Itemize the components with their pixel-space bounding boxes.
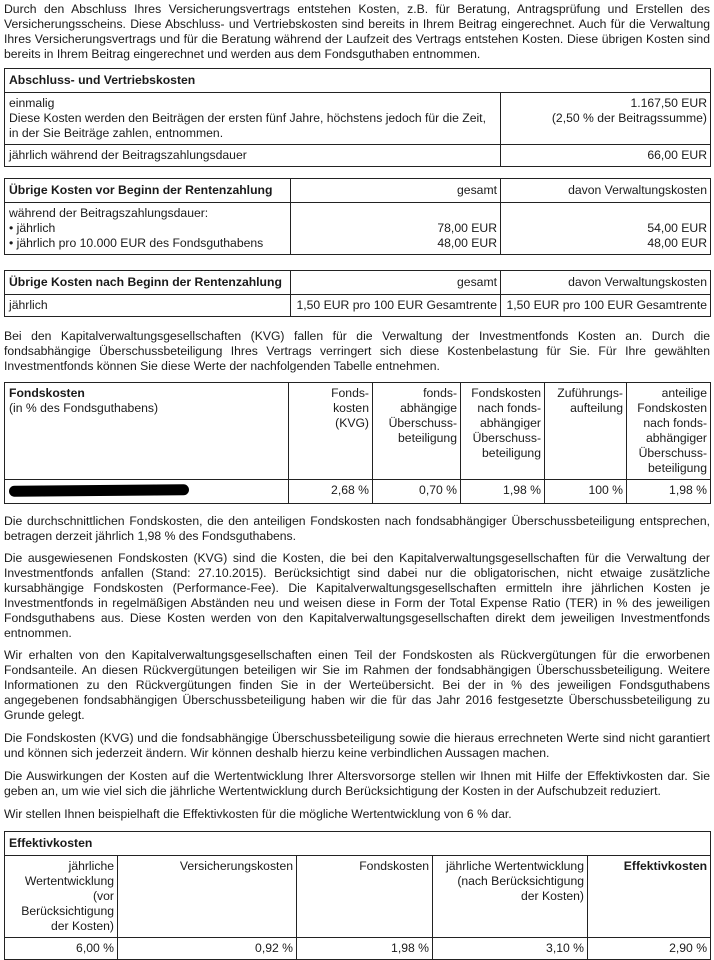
redacted-fund-name xyxy=(9,484,189,497)
garantie-hinweis-paragraph: Die Fondskosten (KVG) und die fondsabhängige Überschussbeteiligung sowie die hieraus errechneten Werte sind nicht garantiert und können sich jederzeit ändern. Wir können deshalb hierzu keine verbindlichen Aussagen machen. xyxy=(4,731,710,760)
column-header-gesamt: gesamt xyxy=(291,179,501,203)
column-header-fondskosten: Fondskosten xyxy=(297,856,433,938)
row-label: einmalig xyxy=(9,96,55,110)
column-header-effektivkosten: Effektivkosten xyxy=(588,856,711,938)
column-header-zufuehrungsaufteilung: Zuführungs- aufteilung xyxy=(545,383,627,480)
table-subtitle: (in % des Fondsguthabens) xyxy=(9,401,159,415)
column-header-versicherungskosten: Versicherungskosten xyxy=(118,856,297,938)
cell-fondskosten: 1,98 % xyxy=(297,938,433,960)
intro-paragraph: Durch den Abschluss Ihres Versicherungsvertrags entstehen Kosten, z.B. für Beratung, Antragsprüfung und Erstellen des Versicherungsscheins. Diese Abschluss- und Vertriebskosten sind bereits in Ihrem Beitrag eingerechnet. Auch für die Verwaltung Ihres Versicherungsvertrags und für die Beratung während der Laufzeit des Vertrags entstehen Kosten. Diese übrigen Kosten sind bereits in Ihrem Beitrag eingerechnet und werden aus dem Fondsguthaben entnommen. xyxy=(4,2,710,61)
row-value-verwaltung: 48,00 EUR xyxy=(647,236,707,250)
row-value-gesamt: 1,50 EUR pro 100 EUR Gesamtrente xyxy=(291,295,501,317)
kvg-paragraph: Bei den Kapitalverwaltungsgesellschaften (KVG) fallen für die Verwaltung der Investmentfonds Kosten an. Durch die fondsabhängige Überschussbeteiligung Ihres Vertrags verringert sich diese Kostenbelastung für Sie. Für Ihre gewählten Investmentfonds können Sie diese Werte der nachfolgenden Tabelle entnehmen. xyxy=(4,329,710,373)
row-value-note: (2,50 % der Beitragssumme) xyxy=(551,111,707,125)
column-header-ueberschussbeteiligung: fonds- abhängige Überschuss- beteiligung xyxy=(373,383,461,480)
column-header-anteilige-fondskosten: anteilige Fondskosten nach fonds- abhängiger Überschuss- beteiligung xyxy=(627,383,711,480)
row-description: Diese Kosten werden den Beiträgen der ersten fünf Jahre, höchstens jedoch für die Zeit, in der Sie Beiträge zahlen, entnommen. xyxy=(9,111,486,140)
column-header-fondskosten-nach: Fondskosten nach fonds- abhängiger Überschuss- beteiligung xyxy=(461,383,545,480)
fondskosten-table xyxy=(4,382,711,504)
table-row xyxy=(5,480,711,504)
uebrige-kosten-nach-table xyxy=(4,270,711,317)
column-header-verwaltungskosten: davon Verwaltungskosten xyxy=(501,179,711,203)
row-value-verwaltung: 54,00 EUR xyxy=(647,221,707,235)
effektivkosten-intro-paragraph: Die Auswirkungen der Kosten auf die Wertentwicklung Ihrer Altersvorsorge stellen wir Ihnen mit Hilfe der Effektivkosten dar. Sie geben an, um wie viel sich die jährliche Wertentwicklung durch Berücksichtigung der Kosten in der Aufschubzeit reduziert. xyxy=(4,769,710,798)
effektivkosten-table xyxy=(4,831,711,960)
cell-ueberschussbeteiligung: 0,70 % xyxy=(373,480,461,504)
durchschnitt-paragraph: Die durchschnittlichen Fondskosten, die den anteiligen Fondskosten nach fondsabhängiger Überschussbeteiligung entsprechen, betragen derzeit jährlich 1,98 % des Fondsguthabens. xyxy=(4,514,710,543)
column-header-verwaltungskosten: davon Verwaltungskosten xyxy=(501,271,711,295)
row-value-gesamt: 48,00 EUR xyxy=(437,236,497,250)
table-title: Abschluss- und Vertriebskosten xyxy=(5,69,711,93)
table-row xyxy=(5,203,711,255)
kvg-erlaeuterung-paragraph: Die ausgewiesenen Fondskosten (KVG) sind die Kosten, die bei den Kapitalverwaltungsgesellschaften für die Verwaltung der Investmentfonds anfallen (Stand: 27.10.2015). Berücksichtigt sind dabei nur die obligatorischen, nicht etwaige zusätzliche kursabhängige Fondskosten (Performance-Fee). Die Kapitalverwaltungsgesellschaften ermitteln ihre jährlichen Kosten je Investmentfonds in regelmäßigen Abständen neu und weisen diese in Form der Total Expense Ratio (TER) in % des jeweiligen Fondsguthabens aus. Diese Kosten werden von den Kapitalverwaltungsgesellschaften direkt dem jeweiligen Investmentfonds entnommen. xyxy=(4,551,710,640)
cell-fondskosten-nach: 1,98 % xyxy=(461,480,545,504)
table-title: Übrige Kosten vor Beginn der Rentenzahlung xyxy=(5,179,291,203)
table-title: Effektivkosten xyxy=(5,832,711,856)
row-label: • jährlich xyxy=(9,221,56,235)
row-label: • jährlich pro 10.000 EUR des Fondsguthabens xyxy=(9,236,264,250)
column-header-gesamt: gesamt xyxy=(291,271,501,295)
cell-wertentwicklung-nach: 3,10 % xyxy=(433,938,588,960)
table-title: Fondskosten xyxy=(9,386,85,400)
cell-anteilige-fondskosten: 1,98 % xyxy=(627,480,711,504)
table-row xyxy=(5,145,711,167)
table-row xyxy=(5,938,711,960)
uebrige-kosten-vor-table xyxy=(4,178,711,255)
cell-versicherungskosten: 0,92 % xyxy=(118,938,297,960)
row-value-verwaltung: 1,50 EUR pro 100 EUR Gesamtrente xyxy=(501,295,711,317)
cell-fondskosten-kvg: 2,68 % xyxy=(289,480,373,504)
row-value: 1.167,50 EUR xyxy=(630,96,707,110)
rueckverguetung-paragraph: Wir erhalten von den Kapitalverwaltungsgesellschaften einen Teil der Fondskosten als Rückvergütungen für die erworbenen Fondsanteile. An diesen Rückvergütungen beteiligen wir Sie im Rahmen der fondsabhängigen Überschussbeteiligung. Weitere Informationen zu den Rückvergütungen finden Sie in der Werteübersicht. Bei der in % des jeweiligen Fondsguthabens angegebenen fondsabhängigen Überschussbeteiligung haben wir die für das Jahr 2016 festgesetzte Überschussbeteiligung zu Grunde gelegt. xyxy=(4,648,710,722)
table-row xyxy=(5,295,711,317)
row-label: jährlich xyxy=(5,295,291,317)
table-row xyxy=(5,93,711,145)
row-value: 66,00 EUR xyxy=(501,145,711,167)
cell-effektivkosten: 2,90 % xyxy=(588,938,711,960)
row-intro: während der Beitragszahlungsdauer: xyxy=(9,206,209,220)
column-header-fondskosten-kvg: Fonds- kosten (KVG) xyxy=(289,383,373,480)
row-label: jährlich während der Beitragszahlungsdauer xyxy=(5,145,501,167)
row-value-gesamt: 78,00 EUR xyxy=(437,221,497,235)
column-header-wertentwicklung-vor: jährliche Wertentwicklung (vor Berücksichtigung der Kosten) xyxy=(5,856,118,938)
column-header-wertentwicklung-nach: jährliche Wertentwicklung (nach Berücksichtigung der Kosten) xyxy=(433,856,588,938)
table-title: Übrige Kosten nach Beginn der Rentenzahlung xyxy=(5,271,291,295)
beispiel-paragraph: Wir stellen Ihnen beispielhaft die Effektivkosten für die mögliche Wertentwicklung von 6 % dar. xyxy=(4,807,512,821)
cell-wertentwicklung-vor: 6,00 % xyxy=(5,938,118,960)
abschluss-vertriebskosten-table xyxy=(4,68,711,167)
cell-zufuehrungsaufteilung: 100 % xyxy=(545,480,627,504)
